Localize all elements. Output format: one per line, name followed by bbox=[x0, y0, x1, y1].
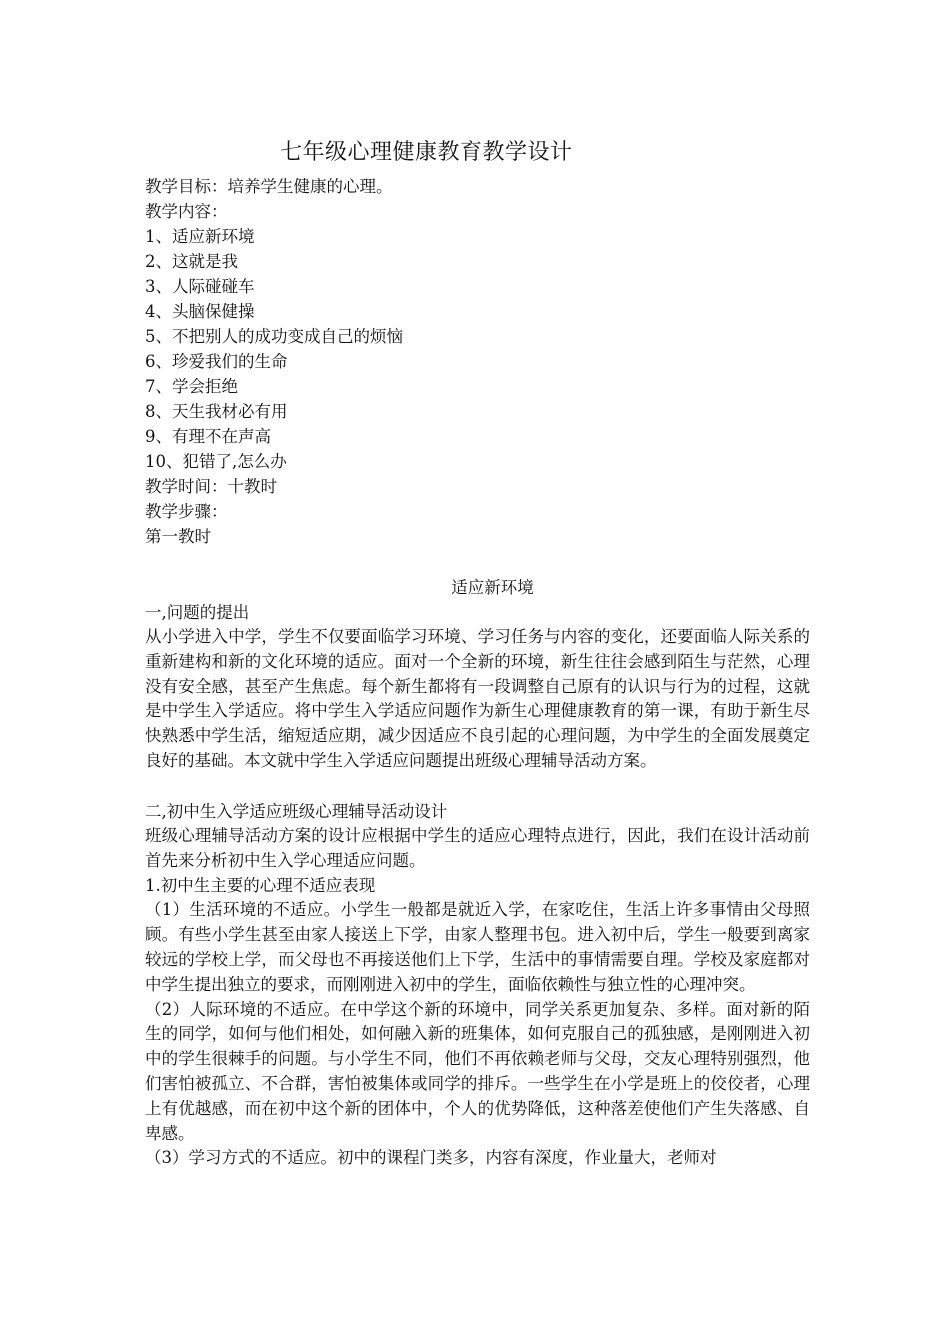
document-title: 七年级心理健康教育教学设计 bbox=[280, 140, 573, 165]
list-item: 6、珍爱我们的生命 bbox=[145, 352, 288, 371]
list-item: 4、头脑保健操 bbox=[145, 302, 255, 321]
list-item: 7、学会拒绝 bbox=[145, 377, 238, 396]
objective-line: 教学目标：培养学生健康的心理。 bbox=[145, 177, 393, 196]
part-two-paragraph: 班级心理辅导活动方案的设计应根据中学生的适应心理特点进行，因此，我们在设计活动前首先来分析初中生入学心理适应问题。 bbox=[145, 825, 810, 870]
content-list bbox=[145, 224, 810, 474]
list-item: 9、有理不在声高 bbox=[145, 427, 271, 446]
part-two-heading: 二,初中生入学适应班级心理辅导活动设计 bbox=[145, 801, 448, 821]
list-item: 10、犯错了,怎么办 bbox=[145, 452, 287, 471]
item-paragraph-3: （3）学习方式的不适应。初中的课程门类多，内容有深度，作业量大，老师对 bbox=[145, 1148, 717, 1168]
teaching-time: 教学时间：十教时 bbox=[145, 477, 277, 496]
content-heading: 教学内容： bbox=[145, 202, 228, 221]
document-page bbox=[145, 138, 810, 1171]
section-title: 适应新环境 bbox=[451, 578, 534, 597]
item-paragraph-2: （2）人际环境的不适应。在中学这个新的环境中，同学关系更加复杂、多样。面对新的陌生的同学，如何与他们相处，如何融入新的班集体，如何克服自己的孤独感，是刚刚进入初中的学生很棘手的问题。与小学生不同，他们不再依赖老师与父母，交友心理特别强烈，他们害怕被孤立、不合群，害怕被集体或同学的排斥。一些学生在小学是班上的佼佼者，心理上有优越感，而在初中这个新的团体中，个人的优势降低，这种落差使他们产生失落感、自卑感。 bbox=[145, 999, 810, 1143]
part-one-paragraph: 从小学进入中学，学生不仅要面临学习环境、学习任务与内容的变化，还要面临人际关系的重新建构和新的文化环境的适应。面对一个全新的环境，新生往往会感到陌生与茫然，心理没有安全感，甚至产生焦虑。每个新生都将有一段调整自己原有的认识与行为的过程，这就是中学生入学适应。将中学生入学适应问题作为新生心理健康教育的第一课，有助于新生尽快熟悉中学生活，缩短适应期，减少因适应不良引起的心理问题，为中学生的全面发展奠定良好的基础。本文就中学生入学适应问题提出班级心理辅导活动方案。 bbox=[145, 627, 810, 770]
sub-heading: 1.初中生主要的心理不适应表现 bbox=[145, 876, 376, 896]
steps-heading: 教学步骤： bbox=[145, 502, 228, 521]
list-item: 2、这就是我 bbox=[145, 252, 238, 271]
list-item: 3、人际碰碰车 bbox=[145, 277, 255, 296]
list-item: 8、天生我材必有用 bbox=[145, 402, 288, 421]
list-item: 5、不把别人的成功变成自己的烦恼 bbox=[145, 327, 403, 346]
blank-line bbox=[145, 774, 810, 799]
list-item: 1、适应新环境 bbox=[145, 227, 255, 246]
part-one-heading: 一,问题的提出 bbox=[145, 603, 250, 622]
item-paragraph-1: （1）生活环境的不适应。小学生一般都是就近入学，在家吃住，生活上许多事情由父母照顾。有些小学生甚至由家人接送上下学，由家人整理书包。进入初中后，学生一般要到离家较远的学校上学，而父母也不再接送他们上下学，生活中的事情需要自理。学校及家庭都对中学生提出独立的要求，而刚刚进入初中的学生，面临依赖性与独立性的心理冲突。 bbox=[145, 900, 810, 994]
lesson-label: 第一教时 bbox=[145, 527, 211, 546]
